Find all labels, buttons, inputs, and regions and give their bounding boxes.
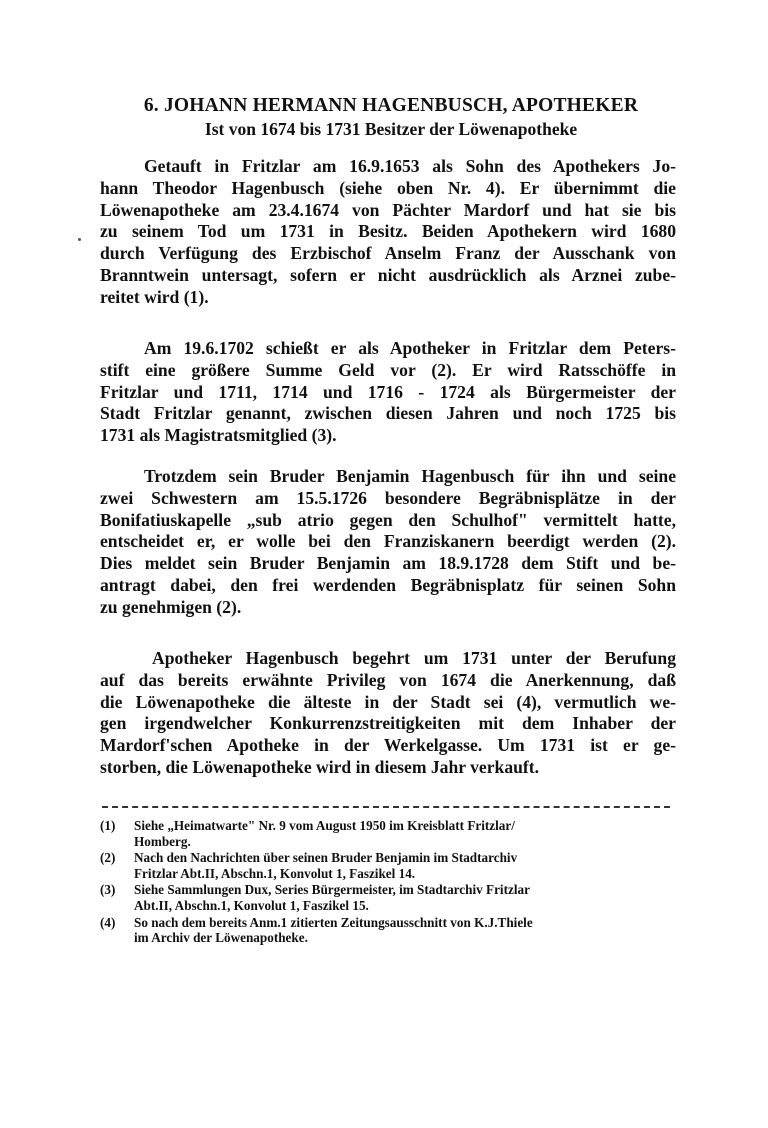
- paragraph-3: [100, 466, 676, 619]
- paragraph-line: auf das bereits erwähnte Privileg von 1674 die Anerkennung, daß: [100, 669, 676, 690]
- footnote-4: [100, 915, 660, 946]
- page-title: 6. JOHANN HERMANN HAGENBUSCH, APOTHEKER: [143, 95, 639, 116]
- paragraph-line: Getauft in Fritzlar am 16.9.1653 als Sohn des Apothekers Jo-: [144, 156, 676, 176]
- footnote-line: Homberg.: [134, 833, 191, 849]
- footnote-line: Nach den Nachrichten über seinen Bruder Benjamin im Stadtarchiv: [134, 850, 518, 866]
- paragraph-2: [100, 338, 676, 447]
- footnote-line: Fritzlar Abt.II, Abschn.1, Konvolut 1, Faszikel 14.: [134, 865, 416, 881]
- footnote-line: im Archiv der Löwenapotheke.: [134, 930, 308, 946]
- footnote-2: [100, 850, 660, 881]
- paragraph-line: Am 19.6.1702 schießt er als Apotheker in Fritzlar dem Peters-: [144, 338, 676, 358]
- paragraph-line: Stadt Fritzlar genannt, zwischen diesen Jahren und noch 1725 bis: [100, 403, 676, 424]
- paragraph-line: 1731 als Magistratsmitglied (3).: [100, 425, 337, 446]
- paragraph-line: Dies meldet sein Bruder Benjamin am 18.9.1728 dem Stift und be-: [100, 553, 676, 574]
- paragraph-line: die Löwenapotheke die älteste in der Stadt sei (4), vermutlich we-: [100, 691, 676, 712]
- paragraph-line: antragt dabei, den frei werdenden Begräbnisplatz für seinen Sohn: [100, 574, 676, 595]
- page-subtitle: Ist von 1674 bis 1731 Besitzer der Löwenapotheke: [204, 119, 578, 139]
- paragraph-1: [100, 156, 676, 309]
- paragraph-line: Fritzlar und 1711, 1714 und 1716 - 1724 als Bürgermeister der: [100, 381, 676, 402]
- paragraph-line: Mardorf'schen Apotheke in der Werkelgasse. Um 1731 ist er ge-: [100, 735, 676, 756]
- footnote-line: Abt.II, Abschn.1, Konvolut 1, Faszikel 15.: [134, 897, 369, 913]
- paragraph-line: Löwenapotheke am 23.4.1674 von Pächter Mardorf und hat sie bis: [100, 199, 676, 220]
- footnote-divider: [102, 806, 670, 808]
- footnote-line: So nach dem bereits Anm.1 zitierten Zeitungsausschnitt von K.J.Thiele: [134, 914, 533, 930]
- paragraph-line: Trotzdem sein Bruder Benjamin Hagenbusch für ihn und seine: [144, 466, 676, 486]
- paragraph-line: Bonifatiuskapelle „sub atrio gegen den Schulhof" vermittelt hatte,: [100, 509, 676, 530]
- footnote-line: Siehe Sammlungen Dux, Series Bürgermeister, im Stadtarchiv Fritzlar: [134, 882, 530, 898]
- paragraph-line: hann Theodor Hagenbusch (siehe oben Nr. 4). Er übernimmt die: [100, 177, 676, 198]
- scan-speck: [78, 238, 81, 241]
- paragraph-line: entscheidet er, er wolle bei den Franziskanern beerdigt werden (2).: [100, 531, 676, 552]
- paragraph-4: [100, 648, 676, 779]
- footnote-number: (2): [100, 850, 116, 866]
- footnote-number: (4): [100, 914, 116, 930]
- footnote-1: [100, 818, 660, 849]
- paragraph-line: gen irgendwelcher Konkurrenzstreitigkeiten mit dem Inhaber der: [100, 713, 676, 734]
- footnotes: [100, 818, 660, 947]
- paragraph-line: zwei Schwestern am 15.5.1726 besondere Begräbnisplätze in der: [100, 487, 676, 508]
- footnote-line: Siehe „Heimatwarte" Nr. 9 vom August 1950 im Kreisblatt Fritzlar/: [134, 818, 515, 833]
- footnote-number: (3): [100, 882, 116, 898]
- footnote-3: [100, 882, 660, 913]
- paragraph-line: durch Verfügung des Erzbischof Anselm Franz der Ausschank von: [100, 243, 676, 264]
- paragraph-line: reitet wird (1).: [100, 286, 209, 307]
- paragraph-line: stift eine größere Summe Geld vor (2). Er wird Ratsschöffe in: [100, 359, 676, 380]
- paragraph-line: Branntwein untersagt, sofern er nicht ausdrücklich als Arznei zube-: [100, 264, 676, 285]
- paragraph-line: zu genehmigen (2).: [100, 596, 242, 617]
- footnote-number: (1): [100, 818, 116, 833]
- paragraph-line: Apotheker Hagenbusch begehrt um 1731 unter der Berufung: [152, 648, 676, 668]
- paragraph-line: storben, die Löwenapotheke wird in diesem Jahr verkauft.: [100, 756, 540, 777]
- paragraph-line: zu seinem Tod um 1731 in Besitz. Beiden Apothekern wird 1680: [100, 221, 676, 242]
